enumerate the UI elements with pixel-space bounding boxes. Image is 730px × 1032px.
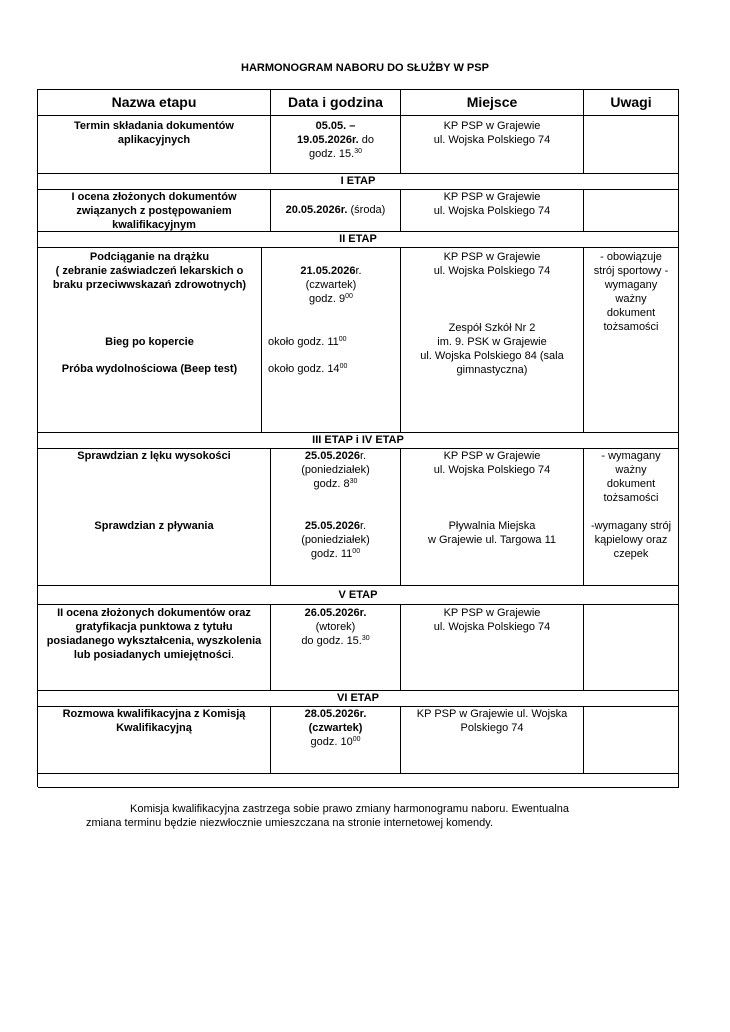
date-pull-ups-suffix: r. [355, 265, 362, 277]
date-etap-2 [262, 248, 401, 433]
place-line: ul. Wojska Polskiego 74 [433, 265, 551, 277]
stage-name-height-fear: Sprawdzian z lęku wysokości [77, 450, 231, 462]
notes-submission [584, 116, 679, 174]
date-height-fear-date: 25.05.2026 [304, 450, 360, 462]
date-etap-6-suffix: r. [359, 708, 367, 720]
place-line: KP PSP w Grajewie [443, 607, 541, 619]
date-etap-6-minutes: 00 [352, 736, 361, 743]
place-etap-6: KP PSP w Grajewie ul. Wojska Polskiego 74 [401, 707, 584, 774]
place-line: w Grajewie ul. Targowa 11 [428, 534, 556, 546]
stage-name-beep-test: Próba wydolnościowa (Beep test) [61, 363, 238, 375]
stage-name-etap-2 [38, 248, 262, 433]
notes-etap-2-text: - obowiązuje strój sportowy - wymagany ważny dokument tożsamości [593, 251, 669, 333]
place-etap-1 [401, 190, 584, 232]
notes-etap-2 [584, 248, 679, 433]
place-line: KP PSP w Grajewie [443, 450, 541, 462]
footer-note-line-2: zmiana terminu będzie niezwłocznie umieszczana na stronie internetowej komendy. [86, 817, 493, 829]
date-swimming-day: (poniedziałek) [301, 534, 370, 546]
place-submission [401, 116, 584, 174]
date-pull-ups-time [266, 292, 396, 306]
place-etap-2 [401, 248, 584, 433]
place-line: ul. Wojska Polskiego 84 (sala gimnastyczna) [420, 350, 564, 376]
place-etap-5 [401, 605, 584, 691]
stage-name-pull-ups-detail: ( zebranie zaświadczeń lekarskich o braku przeciwwskazań zdrowotnych) [52, 265, 247, 291]
place-line: ul. Wojska Polskiego 74 [433, 464, 551, 476]
date-envelope-run-hour: około godz. 11 [268, 336, 339, 348]
date-etap-1 [271, 190, 401, 232]
date-submission-deadline: do godz. 15. [308, 134, 375, 160]
stage-header-etap-1: I ETAP [38, 174, 679, 190]
date-pull-ups-day: (czwartek) [305, 279, 357, 291]
date-swimming [275, 519, 396, 533]
date-height-fear-hour: godz. 8 [313, 478, 350, 490]
date-etap-5-date: 26.05.2026 [304, 607, 360, 619]
date-etap-5-time: do godz. 15. [301, 635, 362, 647]
date-beep-test-hour: około godz. 14 [268, 363, 340, 375]
date-beep-test [268, 362, 396, 376]
stage-header-etap-6: VI ETAP [38, 691, 679, 707]
place-line: ul. Wojska Polskiego 74 [433, 205, 551, 217]
date-etap-3-4 [271, 449, 401, 586]
date-etap-1-date: 20.05.2026r. [285, 204, 348, 216]
notes-height-fear: - wymagany ważny dokument tożsamości [601, 450, 661, 504]
place-etap-3-4 [401, 449, 584, 586]
stage-name-envelope-run: Bieg po kopercie [105, 336, 194, 348]
date-etap-5-minutes: 30 [361, 635, 370, 642]
stage-header-etap-5: V ETAP [38, 586, 679, 605]
stage-name-submission: Termin składania dokumentów aplikacyjnych [38, 116, 271, 174]
date-height-fear-minutes: 30 [349, 478, 358, 485]
header-place: Miejsce [401, 90, 584, 116]
date-pull-ups-hour: godz. 9 [309, 293, 346, 305]
date-swimming-date: 25.05.2026 [304, 520, 360, 532]
footer-note-line-1: Komisja kwalifikacyjna zastrzega sobie prawo zmiany harmonogramu naboru. Ewentualna [130, 803, 569, 815]
place-line: Zespół Szkół Nr 2 [448, 322, 536, 334]
stage-name-pull-ups: Podciąganie na drążku [89, 251, 210, 263]
date-etap-5-suffix: r. [359, 607, 367, 619]
date-envelope-run [268, 335, 396, 349]
notes-etap-1 [584, 190, 679, 232]
date-etap-6-date: 28.05.2026 [304, 708, 360, 720]
date-etap-6 [271, 707, 401, 774]
notes-etap-6 [584, 707, 679, 774]
date-etap-6-day: (czwartek) [308, 722, 363, 734]
date-pull-ups [266, 264, 396, 278]
empty-row [38, 774, 679, 788]
date-height-fear-time [275, 477, 396, 491]
date-swimming-minutes: 00 [352, 548, 361, 555]
header-date-time: Data i godzina [271, 90, 401, 116]
stage-name-etap-1: I ocena złożonych dokumentów związanych z postępowaniem kwalifikacyjnym [38, 190, 271, 232]
schedule-table [37, 89, 679, 787]
date-etap-5-day: (wtorek) [315, 621, 356, 633]
document-title: HARMONOGRAM NABORU DO SŁUŻBY W PSP [241, 62, 489, 74]
date-submission-minutes: 30 [354, 148, 363, 155]
date-submission [271, 116, 401, 174]
header-notes: Uwagi [584, 90, 679, 116]
date-swimming-hour: godz. 11 [310, 548, 353, 560]
stage-header-etap-2: II ETAP [38, 232, 679, 248]
place-line: KP PSP w Grajewie [443, 120, 541, 132]
date-swimming-suffix: r. [359, 520, 367, 532]
notes-swimming: -wymagany strój kąpielowy oraz czepek [590, 520, 672, 560]
date-submission-range: 05.05. – 19.05.2026r. [296, 120, 359, 146]
stage-name-etap-5-period: . [231, 649, 235, 661]
place-line: KP PSP w Grajewie [443, 191, 541, 203]
place-line: im. 9. PSK w Grajewie [437, 336, 547, 348]
date-height-fear-suffix: r. [359, 450, 367, 462]
stage-name-swimming: Sprawdzian z pływania [94, 520, 214, 532]
stage-header-etap-3-4: III ETAP i IV ETAP [38, 433, 679, 449]
date-etap-1-day: (środa) [347, 204, 386, 216]
notes-etap-3-4 [584, 449, 679, 586]
date-height-fear [275, 449, 396, 463]
date-swimming-time [275, 547, 396, 561]
stage-name-etap-6: Rozmowa kwalifikacyjna z Komisją Kwalifikacyjną [38, 707, 271, 774]
date-height-fear-day: (poniedziałek) [301, 464, 370, 476]
place-line: Pływalnia Miejska [448, 520, 536, 532]
date-beep-test-minutes: 00 [339, 363, 348, 370]
place-line: ul. Wojska Polskiego 74 [433, 621, 551, 633]
date-envelope-run-minutes: 00 [338, 336, 347, 343]
place-line: ul. Wojska Polskiego 74 [433, 134, 551, 146]
date-pull-ups-minutes: 00 [345, 293, 353, 300]
stage-name-etap-3-4 [38, 449, 271, 586]
date-etap-5 [271, 605, 401, 691]
stage-name-etap-5-text: II ocena złożonych dokumentów oraz gratyfikacja punktowa z tytułu posiadanego wykształcenia, wyszkolenia lub posiadanych umiejętności [46, 607, 262, 661]
notes-etap-5 [584, 605, 679, 691]
header-stage-name: Nazwa etapu [38, 90, 271, 116]
date-etap-6-time: godz. 10 [310, 736, 353, 748]
place-line: KP PSP w Grajewie [443, 251, 541, 263]
date-pull-ups-date: 21.05.2026 [300, 265, 356, 277]
stage-name-etap-5 [38, 605, 271, 691]
